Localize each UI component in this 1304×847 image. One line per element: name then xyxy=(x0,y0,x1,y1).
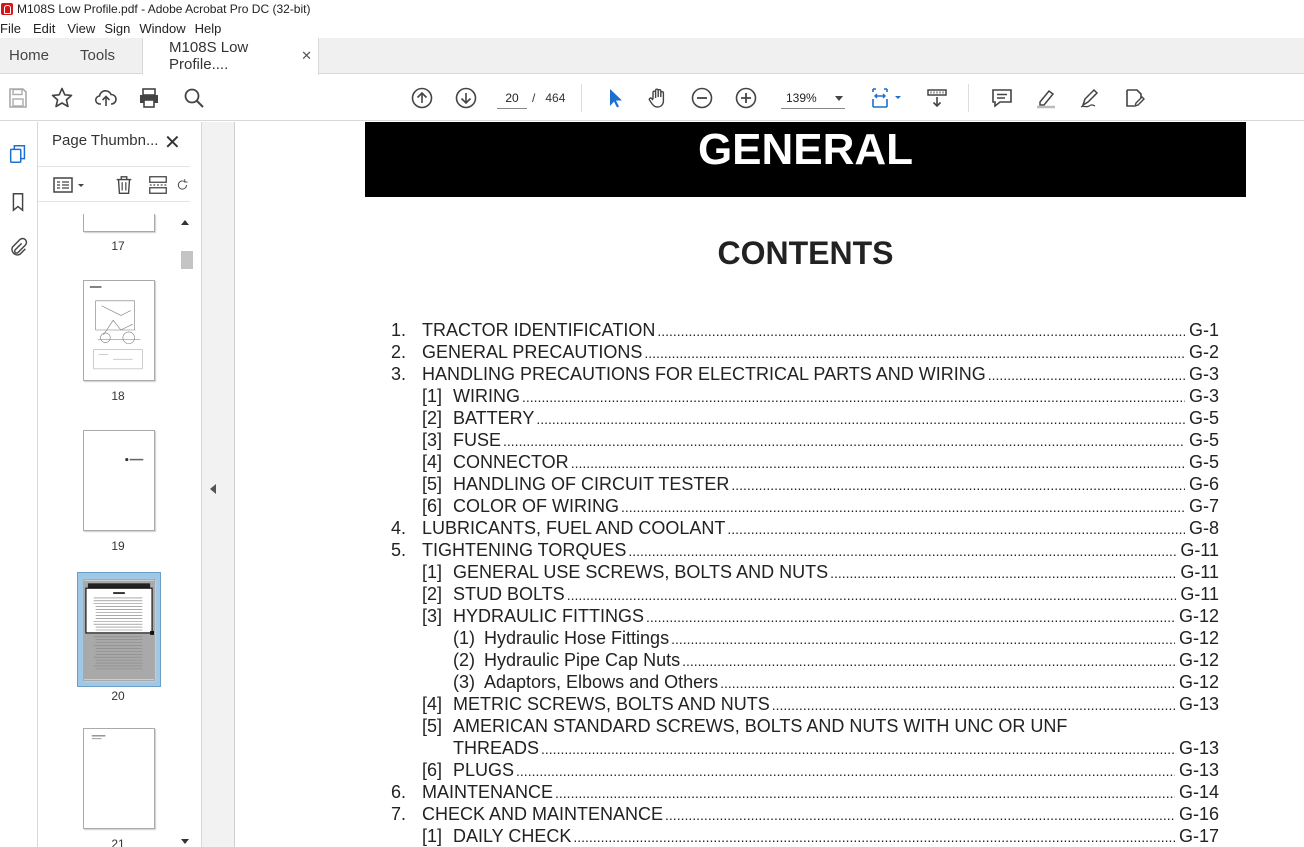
toc-entry-title: HANDLING OF CIRCUIT TESTER xyxy=(453,474,730,494)
toc-entry-number: [1] xyxy=(422,386,443,406)
toc-entry-title: STUD BOLTS xyxy=(453,584,565,604)
toc-entry[interactable] xyxy=(422,694,1219,716)
scrollbar-thumb[interactable] xyxy=(181,251,193,269)
toc-entry-title: LUBRICANTS, FUEL AND COOLANT xyxy=(422,518,726,538)
toc-leader-dots xyxy=(830,565,1176,581)
toc-entry-page: G-13 xyxy=(1178,694,1219,714)
text-page-thumbnail-icon xyxy=(84,729,154,828)
panel-splitter[interactable] xyxy=(202,122,235,847)
toc-entry-number: [4] xyxy=(422,452,443,472)
tab-home[interactable]: Home xyxy=(9,47,50,64)
previous-page-icon[interactable] xyxy=(409,85,435,111)
toc-entry[interactable] xyxy=(453,672,1219,694)
toc-entry-title: Adaptors, Elbows and Others xyxy=(484,672,719,692)
toc-entry[interactable] xyxy=(422,716,1219,738)
scroll-down-arrow-icon[interactable] xyxy=(181,839,189,844)
bookmarks-icon[interactable] xyxy=(6,190,30,214)
toc-entry-number: [4] xyxy=(422,694,443,714)
thumbnail-label-17: 17 xyxy=(111,239,125,253)
toc-entry-title: GENERAL USE SCREWS, BOLTS AND NUTS xyxy=(453,562,829,582)
tab-close-icon[interactable]: ✕ xyxy=(301,48,313,63)
close-icon[interactable]: ✕ xyxy=(164,132,181,154)
bookmark-star-icon[interactable] xyxy=(49,85,75,111)
document-view[interactable] xyxy=(236,122,1304,847)
page-thumbnail-17[interactable] xyxy=(83,214,155,232)
sign-pen-icon[interactable] xyxy=(1077,85,1103,111)
toc-entry-number: (3) xyxy=(453,672,475,692)
toc-entry-number: 5. xyxy=(391,540,407,560)
toc-entry-page: G-1 xyxy=(1188,320,1219,340)
page-thumbnail-21[interactable] xyxy=(83,728,155,829)
edit-pdf-icon[interactable] xyxy=(1121,85,1147,111)
toc-entry-page: G-17 xyxy=(1178,826,1219,846)
toc-entry[interactable] xyxy=(422,562,1219,584)
toc-leader-dots xyxy=(682,653,1175,669)
toc-entry-number: 4. xyxy=(391,518,407,538)
toc-entry-title: Hydraulic Pipe Cap Nuts xyxy=(484,650,681,670)
menu-file[interactable]: File xyxy=(0,20,21,36)
navigation-rail xyxy=(0,122,38,847)
toc-leader-dots xyxy=(536,411,1185,427)
toc-entry[interactable] xyxy=(422,496,1219,518)
toc-entry-title: HYDRAULIC FITTINGS xyxy=(453,606,645,626)
contents-heading: CONTENTS xyxy=(717,235,894,271)
tab-document[interactable] xyxy=(142,38,319,75)
page-separator: / xyxy=(532,91,536,105)
thumbnail-label-20: 20 xyxy=(111,689,125,703)
toc-leader-dots xyxy=(503,433,1185,449)
select-cursor-icon[interactable] xyxy=(601,85,627,111)
zoom-out-icon[interactable] xyxy=(689,85,715,111)
toc-entry-number: 2. xyxy=(391,342,407,362)
section-banner-title: GENERAL xyxy=(697,125,914,174)
toc-entry-page: G-14 xyxy=(1178,782,1219,802)
thumbnail-label-21: 21 xyxy=(111,837,125,847)
page-number-input[interactable]: 20 xyxy=(497,87,527,109)
thumbnail-options-icon[interactable] xyxy=(52,173,88,197)
save-icon[interactable] xyxy=(5,85,31,111)
toc-entry-number: [5] xyxy=(422,474,443,494)
zoom-level-value: 139% xyxy=(786,91,817,105)
toc-entry-number: [3] xyxy=(422,430,443,450)
thumbnails-panel xyxy=(38,122,202,847)
toc-leader-dots xyxy=(772,697,1175,713)
upload-cloud-icon[interactable] xyxy=(93,85,119,111)
menu-help[interactable]: Help xyxy=(194,20,222,36)
toc-leader-dots xyxy=(731,477,1185,493)
toc-leader-dots xyxy=(573,829,1175,845)
toc-entry-page: G-13 xyxy=(1178,760,1219,780)
title-bar xyxy=(0,0,1304,18)
toc-entry[interactable] xyxy=(422,738,1219,760)
panel-title: Page Thumbn... xyxy=(52,132,159,149)
scroll-up-arrow-icon[interactable] xyxy=(181,220,189,225)
delete-trash-icon[interactable] xyxy=(112,173,136,197)
toc-entry[interactable] xyxy=(422,452,1219,474)
toc-leader-dots xyxy=(541,741,1175,757)
toc-entry-title: BATTERY xyxy=(453,408,535,428)
toc-entry-page: G-5 xyxy=(1188,430,1219,450)
toc-entry-number: [6] xyxy=(422,496,443,516)
toc-entry-page: G-7 xyxy=(1188,496,1219,516)
page-count xyxy=(532,87,565,109)
highlight-pen-icon[interactable] xyxy=(1033,85,1059,111)
toc-leader-dots xyxy=(665,807,1175,823)
toc-leader-dots xyxy=(571,455,1185,471)
page-thumbnail-19[interactable] xyxy=(83,430,155,531)
rotate-icon[interactable] xyxy=(176,173,190,197)
toc-entry-title: TRACTOR IDENTIFICATION xyxy=(422,320,656,340)
toc-entry-number: [1] xyxy=(422,826,443,846)
toc-entry[interactable] xyxy=(422,408,1219,430)
thumbnail-label-19: 19 xyxy=(111,539,125,553)
toc-leader-dots xyxy=(628,543,1176,559)
toc-entry-page: G-11 xyxy=(1180,584,1219,604)
page-fit-icon[interactable] xyxy=(868,85,904,111)
toc-entry-title: WIRING xyxy=(453,386,520,406)
hand-tool-icon[interactable] xyxy=(645,85,671,111)
toolbar-divider xyxy=(581,84,582,112)
page-thumbnails-icon[interactable] xyxy=(6,142,30,166)
contents-thumbnail-icon xyxy=(84,580,154,680)
toc-entry-number: 1. xyxy=(391,320,407,340)
panel-toolbar xyxy=(38,166,190,202)
tab-bar xyxy=(0,38,1304,74)
toc-entry-title: PLUGS xyxy=(453,760,515,780)
toc-entry-title: MAINTENANCE xyxy=(422,782,554,802)
next-page-icon[interactable] xyxy=(453,85,479,111)
menu-window[interactable]: Window xyxy=(139,20,186,36)
section-cover-thumbnail-icon xyxy=(84,431,154,530)
toc-entry-title: TIGHTENING TORQUES xyxy=(422,540,627,560)
toc-entry-page: G-12 xyxy=(1178,672,1219,692)
thumbnail-label-18: 18 xyxy=(111,389,125,403)
toc-leader-dots xyxy=(720,675,1175,691)
toc-entry-title: CONNECTOR xyxy=(453,452,569,472)
toc-entry[interactable] xyxy=(391,364,1219,386)
toc-entry[interactable] xyxy=(422,386,1219,408)
toc-entry[interactable] xyxy=(391,518,1219,540)
toc-entry-number: [2] xyxy=(422,584,443,604)
attachments-paperclip-icon[interactable] xyxy=(6,235,30,259)
total-pages: 464 xyxy=(545,91,566,105)
toolbar xyxy=(0,75,1304,121)
scroll-mode-icon[interactable] xyxy=(924,85,950,111)
toc-entry-page: G-16 xyxy=(1178,804,1219,824)
toc-entry-page: G-12 xyxy=(1178,606,1219,626)
toc-entry-number: (1) xyxy=(453,628,475,648)
toc-entry-number: 7. xyxy=(391,804,407,824)
menu-sign[interactable]: Sign xyxy=(104,20,131,36)
toc-entry-page: G-2 xyxy=(1188,342,1219,362)
menu-bar xyxy=(0,18,1304,38)
comment-icon[interactable] xyxy=(989,85,1015,111)
collapse-panel-arrow-icon[interactable] xyxy=(210,484,216,494)
print-icon[interactable] xyxy=(136,85,162,111)
toc-entry[interactable] xyxy=(391,804,1219,826)
toc-entry-number: (2) xyxy=(453,650,475,670)
toc-entry[interactable] xyxy=(453,650,1219,672)
toc-entry-page: G-13 xyxy=(1178,738,1219,758)
toc-entry[interactable] xyxy=(391,320,1219,342)
menu-view[interactable]: View xyxy=(67,20,96,36)
toc-entry-number: 6. xyxy=(391,782,407,802)
toc-entry[interactable] xyxy=(391,342,1219,364)
zoom-in-icon[interactable] xyxy=(733,85,759,111)
toc-entry-title: THREADS xyxy=(453,738,540,758)
toc-entry-number: [6] xyxy=(422,760,443,780)
toc-leader-dots xyxy=(567,587,1177,603)
toc-entry[interactable] xyxy=(391,782,1219,804)
thumbnail-scrollbar[interactable] xyxy=(178,214,192,847)
toc-entry-title: Hydraulic Hose Fittings xyxy=(484,628,670,648)
page-thumbnail-18[interactable] xyxy=(83,280,155,381)
toc-entry-number: [2] xyxy=(422,408,443,428)
toc-entry[interactable] xyxy=(422,474,1219,496)
toc-entry-page: G-8 xyxy=(1188,518,1219,538)
toc-entry-title: DAILY CHECK xyxy=(453,826,572,846)
tab-document-label: M108S Low Profile.... xyxy=(169,39,249,73)
insert-pages-icon[interactable] xyxy=(146,173,170,197)
diagram-thumbnail-icon xyxy=(84,281,154,380)
toc-entry-page: G-3 xyxy=(1188,386,1219,406)
toc-entry-number: [5] xyxy=(422,716,443,736)
acrobat-logo-icon xyxy=(1,3,13,15)
toc-leader-dots xyxy=(671,631,1175,647)
toc-entry-page: G-11 xyxy=(1180,562,1219,582)
toc-entry-page: G-5 xyxy=(1188,452,1219,472)
toc-entry-title: AMERICAN STANDARD SCREWS, BOLTS AND NUTS WITH UNC OR UNF xyxy=(453,716,1068,736)
toc-entry-page: G-5 xyxy=(1188,408,1219,428)
toc-leader-dots xyxy=(727,521,1185,537)
tab-tools[interactable]: Tools xyxy=(80,47,116,64)
toc-entry-title: METRIC SCREWS, BOLTS AND NUTS xyxy=(453,694,770,714)
toc-leader-dots xyxy=(988,367,1185,383)
toc-leader-dots xyxy=(657,323,1185,339)
toc-leader-dots xyxy=(621,499,1185,515)
toc-entry-title: FUSE xyxy=(453,430,502,450)
window-title: M108S Low Profile.pdf - Adobe Acrobat Pro DC (32-bit) xyxy=(17,2,311,16)
toc-entry-number: [1] xyxy=(422,562,443,582)
toc-entry[interactable] xyxy=(453,628,1219,650)
search-icon[interactable] xyxy=(181,85,207,111)
toc-entry-page: G-12 xyxy=(1178,628,1219,648)
toc-entry-number: 3. xyxy=(391,364,407,384)
toc-leader-dots xyxy=(522,389,1185,405)
toc-entry[interactable] xyxy=(422,584,1219,606)
toc-leader-dots xyxy=(644,345,1185,361)
toc-entry-page: G-11 xyxy=(1180,540,1219,560)
toc-entry[interactable] xyxy=(391,540,1219,562)
toolbar-divider xyxy=(968,84,969,112)
toc-entry-page: G-12 xyxy=(1178,650,1219,670)
toc-leader-dots xyxy=(555,785,1175,801)
section-banner xyxy=(365,122,1246,197)
zoom-level-select[interactable] xyxy=(781,87,845,109)
page-thumbnail-20[interactable] xyxy=(83,579,155,681)
toc-entry[interactable] xyxy=(422,606,1219,628)
chevron-down-icon xyxy=(835,96,843,101)
toc-entry[interactable] xyxy=(422,760,1219,782)
toc-leader-dots xyxy=(516,763,1175,779)
toc-entry-title: COLOR OF WIRING xyxy=(453,496,619,516)
toc-entry-page: G-3 xyxy=(1188,364,1219,384)
menu-edit[interactable]: Edit xyxy=(32,20,56,36)
toc-leader-dots xyxy=(646,609,1175,625)
toc-entry-title: HANDLING PRECAUTIONS FOR ELECTRICAL PARTS AND WIRING xyxy=(422,364,986,384)
toc-entry-title: CHECK AND MAINTENANCE xyxy=(422,804,664,824)
toc-entry-page: G-6 xyxy=(1188,474,1219,494)
toc-entry-title: GENERAL PRECAUTIONS xyxy=(422,342,643,362)
toc-entry[interactable] xyxy=(422,430,1219,452)
toc-entry[interactable] xyxy=(422,826,1219,847)
toc-entry-number: [3] xyxy=(422,606,443,626)
